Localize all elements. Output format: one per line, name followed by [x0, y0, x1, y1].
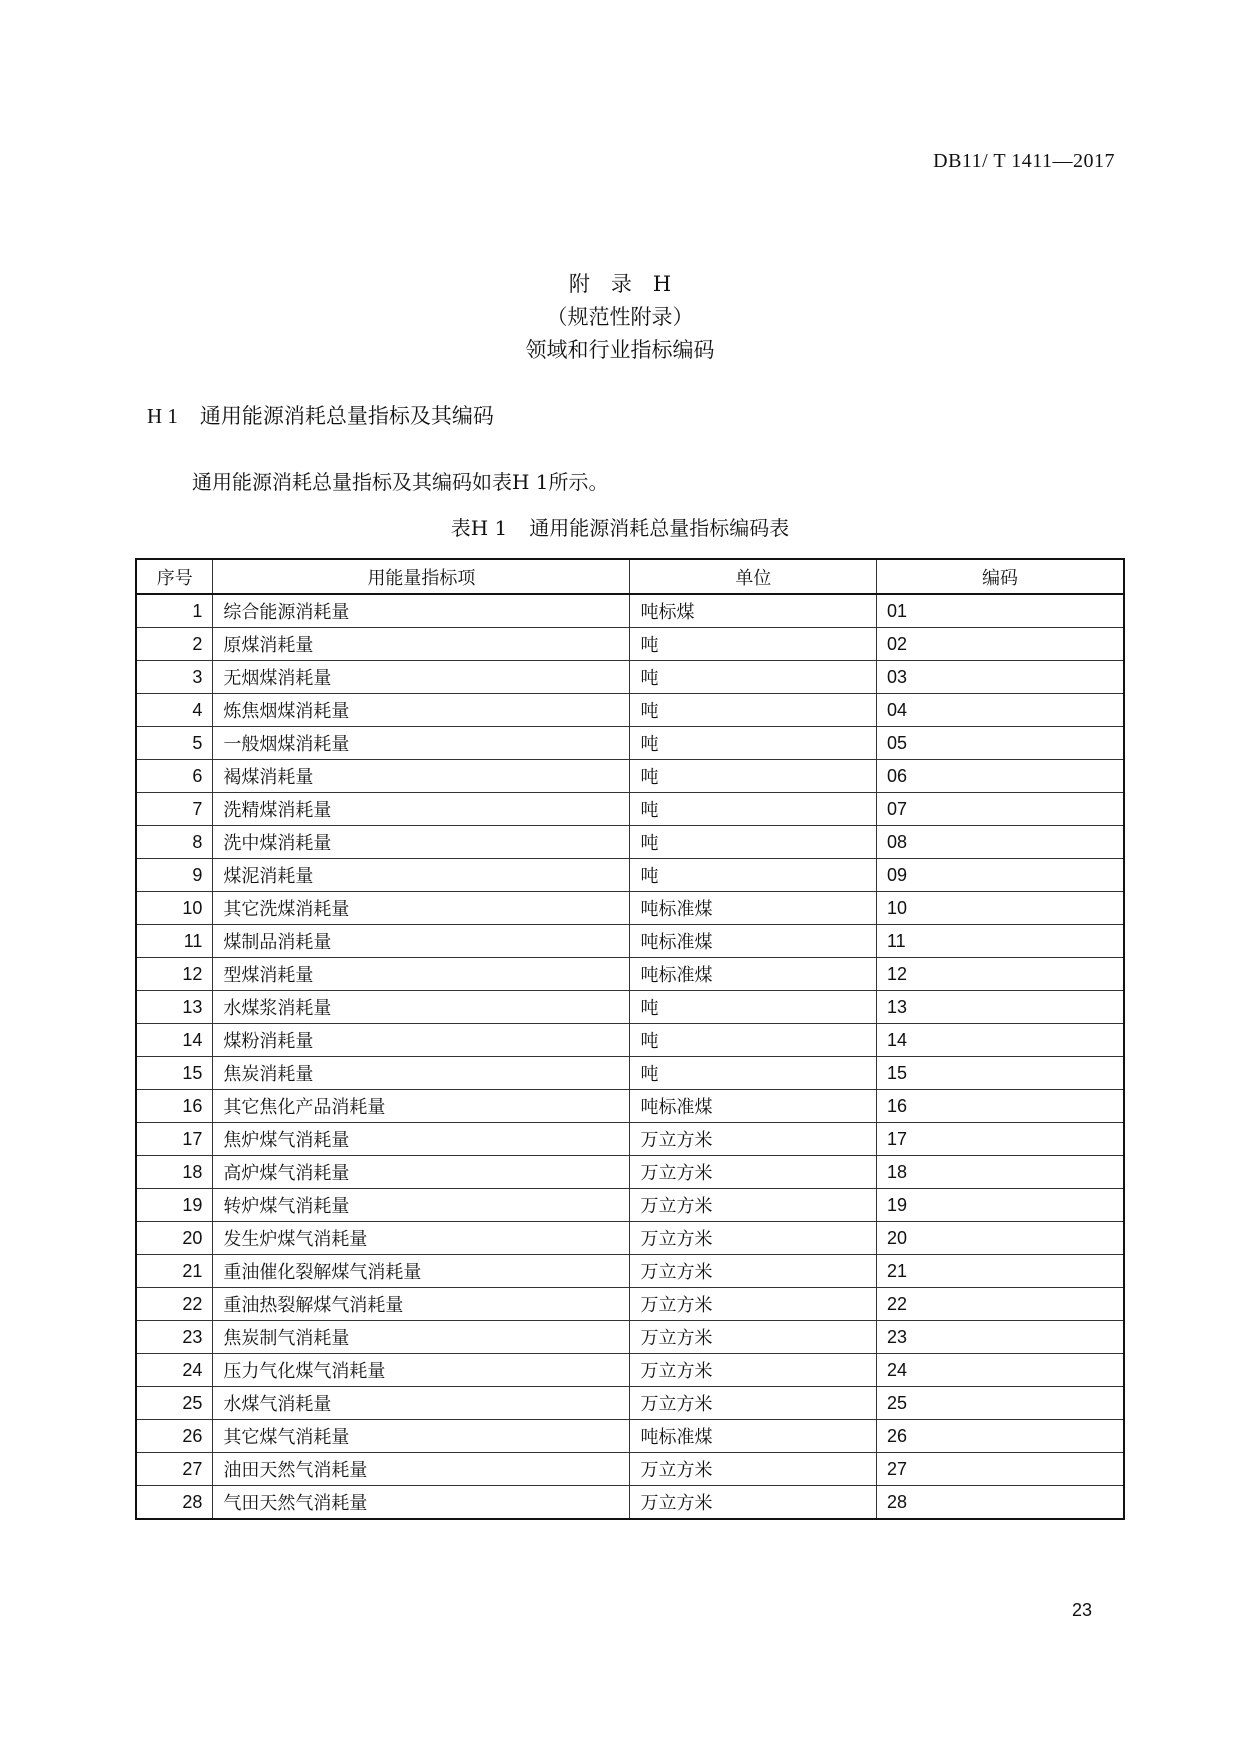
- row-unit: 万立方米: [630, 1189, 876, 1222]
- table-row: [136, 628, 1124, 661]
- row-unit: 吨: [630, 694, 876, 727]
- row-seq: 23: [136, 1321, 213, 1354]
- table-row: [136, 727, 1124, 760]
- row-code: 04: [876, 694, 1124, 727]
- row-code: 08: [876, 826, 1124, 859]
- row-indicator: 其它煤气消耗量: [213, 1420, 630, 1453]
- table-row: [136, 1288, 1124, 1321]
- row-seq: 27: [136, 1453, 213, 1486]
- table-row: [136, 1387, 1124, 1420]
- section-heading: [147, 400, 494, 430]
- row-indicator: 型煤消耗量: [213, 958, 630, 991]
- row-indicator: 综合能源消耗量: [213, 594, 630, 628]
- row-unit: 吨标煤: [630, 594, 876, 628]
- row-unit: 万立方米: [630, 1156, 876, 1189]
- row-indicator: 其它焦化产品消耗量: [213, 1090, 630, 1123]
- row-indicator: 原煤消耗量: [213, 628, 630, 661]
- table-row: [136, 1453, 1124, 1486]
- intro-paragraph: 通用能源消耗总量指标及其编码如表H 1所示。: [192, 470, 609, 494]
- table-row: [136, 925, 1124, 958]
- row-code: 25: [876, 1387, 1124, 1420]
- row-unit: 万立方米: [630, 1321, 876, 1354]
- row-seq: 7: [136, 793, 213, 826]
- row-unit: 吨: [630, 727, 876, 760]
- row-indicator: 煤泥消耗量: [213, 859, 630, 892]
- row-code: 27: [876, 1453, 1124, 1486]
- row-indicator: 焦炭制气消耗量: [213, 1321, 630, 1354]
- row-indicator: 重油催化裂解煤气消耗量: [213, 1255, 630, 1288]
- row-indicator: 转炉煤气消耗量: [213, 1189, 630, 1222]
- row-seq: 15: [136, 1057, 213, 1090]
- table-row: [136, 1189, 1124, 1222]
- header-seq: 序号: [136, 559, 213, 594]
- table-row: [136, 793, 1124, 826]
- row-code: 01: [876, 594, 1124, 628]
- row-unit: 吨: [630, 760, 876, 793]
- table-row: [136, 1486, 1124, 1520]
- row-indicator: 发生炉煤气消耗量: [213, 1222, 630, 1255]
- row-code: 14: [876, 1024, 1124, 1057]
- table-row: [136, 661, 1124, 694]
- row-indicator: 压力气化煤气消耗量: [213, 1354, 630, 1387]
- table-caption: [0, 512, 1240, 541]
- row-indicator: 其它洗煤消耗量: [213, 892, 630, 925]
- table-row: [136, 1420, 1124, 1453]
- table-row: [136, 1057, 1124, 1090]
- row-seq: 16: [136, 1090, 213, 1123]
- row-indicator: 水煤气消耗量: [213, 1387, 630, 1420]
- table-header-row: [136, 559, 1124, 594]
- table-row: [136, 991, 1124, 1024]
- table-row: [136, 694, 1124, 727]
- row-seq: 17: [136, 1123, 213, 1156]
- row-unit: 万立方米: [630, 1354, 876, 1387]
- row-code: 13: [876, 991, 1124, 1024]
- row-unit: 吨: [630, 661, 876, 694]
- row-unit: 吨: [630, 826, 876, 859]
- row-seq: 14: [136, 1024, 213, 1057]
- row-indicator: 炼焦烟煤消耗量: [213, 694, 630, 727]
- header-code: 编码: [876, 559, 1124, 594]
- energy-code-table: [135, 558, 1125, 1520]
- row-seq: 1: [136, 594, 213, 628]
- table-row: [136, 1090, 1124, 1123]
- table-row: [136, 1255, 1124, 1288]
- table-row: [136, 958, 1124, 991]
- row-unit: 吨: [630, 859, 876, 892]
- row-unit: 吨标准煤: [630, 1420, 876, 1453]
- row-seq: 5: [136, 727, 213, 760]
- row-seq: 3: [136, 661, 213, 694]
- row-unit: 吨: [630, 1024, 876, 1057]
- row-unit: 万立方米: [630, 1222, 876, 1255]
- row-indicator: 煤制品消耗量: [213, 925, 630, 958]
- row-seq: 11: [136, 925, 213, 958]
- table-row: [136, 1354, 1124, 1387]
- row-indicator: 水煤浆消耗量: [213, 991, 630, 1024]
- row-seq: 13: [136, 991, 213, 1024]
- row-seq: 9: [136, 859, 213, 892]
- row-seq: 6: [136, 760, 213, 793]
- table-row: [136, 892, 1124, 925]
- row-seq: 26: [136, 1420, 213, 1453]
- row-seq: 8: [136, 826, 213, 859]
- row-indicator: 褐煤消耗量: [213, 760, 630, 793]
- row-indicator: 洗中煤消耗量: [213, 826, 630, 859]
- table-row: [136, 760, 1124, 793]
- annex-title: 附 录 H: [568, 272, 672, 296]
- page-number: 23: [1071, 1600, 1092, 1620]
- row-seq: 4: [136, 694, 213, 727]
- row-indicator: 无烟煤消耗量: [213, 661, 630, 694]
- row-code: 16: [876, 1090, 1124, 1123]
- row-unit: 吨: [630, 628, 876, 661]
- table-row: [136, 826, 1124, 859]
- row-code: 11: [876, 925, 1124, 958]
- table-caption-title: 通用能源消耗总量指标编码表: [529, 516, 790, 540]
- row-seq: 18: [136, 1156, 213, 1189]
- row-unit: 吨标准煤: [630, 958, 876, 991]
- row-indicator: 重油热裂解煤气消耗量: [213, 1288, 630, 1321]
- section-title: 通用能源消耗总量指标及其编码: [199, 404, 494, 428]
- standard-code: DB11/ T 1411—2017: [933, 150, 1115, 172]
- annex-type: （规范性附录）: [546, 305, 694, 329]
- row-unit: 万立方米: [630, 1486, 876, 1520]
- row-seq: 12: [136, 958, 213, 991]
- row-seq: 20: [136, 1222, 213, 1255]
- row-code: 20: [876, 1222, 1124, 1255]
- row-indicator: 高炉煤气消耗量: [213, 1156, 630, 1189]
- row-seq: 28: [136, 1486, 213, 1520]
- row-code: 12: [876, 958, 1124, 991]
- table-caption-number: 表H 1: [450, 516, 508, 540]
- row-indicator: 煤粉消耗量: [213, 1024, 630, 1057]
- table-row: [136, 1123, 1124, 1156]
- row-unit: 吨标准煤: [630, 892, 876, 925]
- row-code: 10: [876, 892, 1124, 925]
- row-code: 15: [876, 1057, 1124, 1090]
- annex-name: 领域和行业指标编码: [525, 338, 715, 362]
- table-row: [136, 1024, 1124, 1057]
- row-seq: 24: [136, 1354, 213, 1387]
- row-code: 17: [876, 1123, 1124, 1156]
- row-seq: 21: [136, 1255, 213, 1288]
- row-code: 24: [876, 1354, 1124, 1387]
- row-code: 09: [876, 859, 1124, 892]
- row-indicator: 油田天然气消耗量: [213, 1453, 630, 1486]
- row-unit: 吨: [630, 793, 876, 826]
- row-indicator: 气田天然气消耗量: [213, 1486, 630, 1520]
- row-code: 06: [876, 760, 1124, 793]
- row-unit: 吨标准煤: [630, 1090, 876, 1123]
- row-code: 28: [876, 1486, 1124, 1520]
- header-unit: 单位: [630, 559, 876, 594]
- row-indicator: 洗精煤消耗量: [213, 793, 630, 826]
- row-unit: 吨标准煤: [630, 925, 876, 958]
- row-code: 22: [876, 1288, 1124, 1321]
- row-seq: 2: [136, 628, 213, 661]
- row-unit: 万立方米: [630, 1453, 876, 1486]
- row-unit: 吨: [630, 1057, 876, 1090]
- row-seq: 25: [136, 1387, 213, 1420]
- row-unit: 万立方米: [630, 1123, 876, 1156]
- row-unit: 万立方米: [630, 1288, 876, 1321]
- row-code: 21: [876, 1255, 1124, 1288]
- row-unit: 万立方米: [630, 1255, 876, 1288]
- header-indicator: 用能量指标项: [213, 559, 630, 594]
- row-code: 18: [876, 1156, 1124, 1189]
- row-code: 02: [876, 628, 1124, 661]
- row-code: 26: [876, 1420, 1124, 1453]
- annex-title-block: [0, 268, 1240, 367]
- table-row: [136, 594, 1124, 628]
- row-unit: 万立方米: [630, 1387, 876, 1420]
- table-row: [136, 1222, 1124, 1255]
- section-number: H 1: [147, 404, 178, 428]
- row-indicator: 一般烟煤消耗量: [213, 727, 630, 760]
- row-code: 03: [876, 661, 1124, 694]
- row-code: 19: [876, 1189, 1124, 1222]
- row-seq: 10: [136, 892, 213, 925]
- row-code: 23: [876, 1321, 1124, 1354]
- row-code: 05: [876, 727, 1124, 760]
- row-seq: 19: [136, 1189, 213, 1222]
- table-row: [136, 859, 1124, 892]
- row-unit: 吨: [630, 991, 876, 1024]
- table-row: [136, 1156, 1124, 1189]
- row-code: 07: [876, 793, 1124, 826]
- row-seq: 22: [136, 1288, 213, 1321]
- row-indicator: 焦炭消耗量: [213, 1057, 630, 1090]
- table-row: [136, 1321, 1124, 1354]
- row-indicator: 焦炉煤气消耗量: [213, 1123, 630, 1156]
